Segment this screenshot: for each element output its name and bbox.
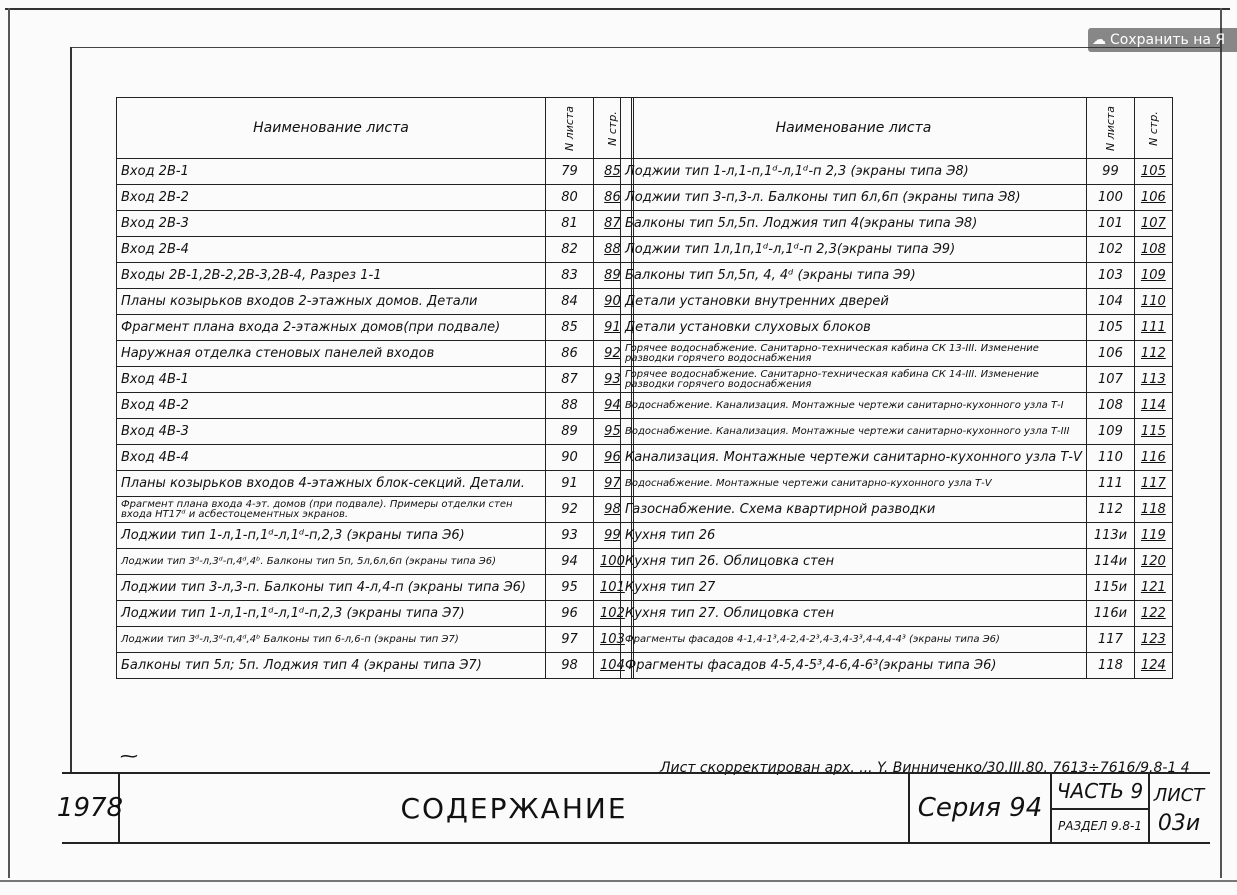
sheet-number-cell: 88: [546, 393, 594, 419]
sheet-number-cell: 89: [546, 419, 594, 445]
table-row: [117, 445, 633, 471]
page-number-cell: 106: [1135, 185, 1173, 211]
contents-table-right: [620, 97, 1173, 679]
sheet-title-cell: Вход 4В-1: [117, 367, 546, 393]
sheet-title-cell: Вход 2В-2: [117, 185, 546, 211]
page-number-cell: 103: [594, 627, 633, 653]
sheet-number-cell: 112: [1086, 497, 1134, 523]
sheet-title-cell: Горячее водоснабжение. Санитарно-техническая кабина СК 13-III. Изменение разводки горячего водоснабжения: [621, 341, 1087, 367]
contents-table-left: [116, 97, 634, 679]
page-number-cell: 108: [1135, 237, 1173, 263]
table-row: [117, 289, 633, 315]
sheet-number-cell: 95: [546, 575, 594, 601]
sheet-number-cell: 83: [546, 263, 594, 289]
page-number-cell: 110: [1135, 289, 1173, 315]
table-row: [117, 211, 633, 237]
page-number-cell: 119: [1135, 523, 1173, 549]
sheet-number-cell: 79: [546, 159, 594, 185]
page-number-cell: 121: [1135, 575, 1173, 601]
sheet-number-cell: 96: [546, 601, 594, 627]
table-row: [117, 315, 633, 341]
page-number-cell: 101: [594, 575, 633, 601]
table-row: [117, 393, 633, 419]
table-row: [621, 211, 1173, 237]
sheet-title-cell: Балконы тип 5л,5п, 4, 4ᵈ (экраны типа Э9): [621, 263, 1087, 289]
sheet-title-cell: Лоджии тип 3ᵈ-л,3ᵈ-п,4ᵈ,4ᵇ. Балконы тип 5п, 5л,6л,6п (экраны типа Э6): [117, 549, 546, 575]
sheet-number-cell: 82: [546, 237, 594, 263]
sheet-number-cell: 102: [1086, 237, 1134, 263]
page-number-cell: 124: [1135, 653, 1173, 679]
part-cell: [1052, 774, 1150, 842]
table-row: [117, 575, 633, 601]
sheet-title-cell: Канализация. Монтажные чертежи санитарно-кухонного узла Т-V: [621, 445, 1087, 471]
sheet-number-cell: 99: [1086, 159, 1134, 185]
page-number-cell: 112: [1135, 341, 1173, 367]
sheet-title-cell: Вход 4В-3: [117, 419, 546, 445]
table-row: [621, 601, 1173, 627]
sheet-number-cell: 114и: [1086, 549, 1134, 575]
table-row: [621, 393, 1173, 419]
sheet-title-cell: Входы 2В-1,2В-2,2В-3,2В-4, Разрез 1-1: [117, 263, 546, 289]
year-cell: 1978: [62, 774, 120, 842]
sheet-number-cell: 109: [1086, 419, 1134, 445]
page-number-cell: 93: [594, 367, 633, 393]
sheet-title-cell: Кухня тип 26: [621, 523, 1087, 549]
sheet-title-cell: Детали установки слуховых блоков: [621, 315, 1087, 341]
page-number-cell: 96: [594, 445, 633, 471]
column-header-name: Наименование листа: [117, 98, 546, 159]
sheet-number-cell: 100: [1086, 185, 1134, 211]
sheet-number-cell: 106: [1086, 341, 1134, 367]
sheet-title-cell: Планы козырьков входов 2-этажных домов. Детали: [117, 289, 546, 315]
table-row: [621, 185, 1173, 211]
page-number-cell: 109: [1135, 263, 1173, 289]
table-row: [621, 315, 1173, 341]
sheet-number-cell: 116и: [1086, 601, 1134, 627]
page-number-cell: 113: [1135, 367, 1173, 393]
table-row: [621, 159, 1173, 185]
page-number-cell: 116: [1135, 445, 1173, 471]
sheet-number-cell: 98: [546, 653, 594, 679]
sheet-title-cell: Лоджии тип 1л,1п,1ᵈ-л,1ᵈ-п 2,3(экраны типа Э9): [621, 237, 1087, 263]
table-row: [117, 549, 633, 575]
sheet-number-cell: 87: [546, 367, 594, 393]
page-number-cell: 99: [594, 523, 633, 549]
sheet-title-cell: Лоджии тип 1-л,1-п,1ᵈ-л,1ᵈ-п 2,3 (экраны типа Э8): [621, 159, 1087, 185]
sheet-number-cell: 118: [1086, 653, 1134, 679]
sheet-title-cell: Вход 2В-1: [117, 159, 546, 185]
cloud-icon: ☁: [1092, 32, 1106, 48]
page-number-cell: 111: [1135, 315, 1173, 341]
table-row: [117, 419, 633, 445]
table-row: [117, 237, 633, 263]
sheet-title-cell: Горячее водоснабжение. Санитарно-техническая кабина СК 14-III. Изменение разводки горячего водоснабжения: [621, 367, 1087, 393]
page-number-cell: 102: [594, 601, 633, 627]
sheet-title-cell: Фрагмент плана входа 2-этажных домов(при подвале): [117, 315, 546, 341]
sheet-number-cell: 93: [546, 523, 594, 549]
drawing-frame-top: [70, 47, 1220, 48]
sheet-number-cell: 104: [1086, 289, 1134, 315]
page-border-bottom: [0, 880, 1237, 882]
table-row: [117, 497, 633, 523]
column-header-sheet-number: N листа: [1086, 98, 1134, 159]
sheet-number-cell: 103: [1086, 263, 1134, 289]
sheet-number-cell: 86: [546, 341, 594, 367]
document-title: СОДЕРЖАНИЕ: [120, 774, 910, 842]
table-row: [621, 575, 1173, 601]
column-header-page-number: N стр.: [1135, 98, 1173, 159]
table-row: [621, 627, 1173, 653]
sheet-title-cell: Вход 2В-4: [117, 237, 546, 263]
sheet-title-cell: Вход 4В-4: [117, 445, 546, 471]
sheet-number-cell: 113и: [1086, 523, 1134, 549]
sheet-title-cell: Планы козырьков входов 4-этажных блок-секций. Детали.: [117, 471, 546, 497]
sheet-title-cell: Фрагменты фасадов 4-1,4-1³,4-2,4-2³,4-3,4-3³,4-4,4-4³ (экраны типа Э6): [621, 627, 1087, 653]
table-row: [621, 471, 1173, 497]
page-number-cell: 115: [1135, 419, 1173, 445]
table-row: [621, 523, 1173, 549]
part-label: ЧАСТЬ 9: [1052, 774, 1148, 810]
table-row: [621, 263, 1173, 289]
page-number-cell: 86: [594, 185, 633, 211]
table-row: [117, 185, 633, 211]
page-number-cell: 94: [594, 393, 633, 419]
pencil-mark-icon: ⁓: [120, 746, 138, 767]
page-number-cell: 98: [594, 497, 633, 523]
table-row: [621, 549, 1173, 575]
sheet-number-cell: 84: [546, 289, 594, 315]
table-row: [621, 237, 1173, 263]
page-number-cell: 97: [594, 471, 633, 497]
sheet-number-cell: 115и: [1086, 575, 1134, 601]
sheet-title-cell: Наружная отделка стеновых панелей входов: [117, 341, 546, 367]
sheet-number: 03и: [1157, 810, 1201, 836]
table-row: [621, 653, 1173, 679]
sheet-title-cell: Водоснабжение. Канализация. Монтажные чертежи санитарно-кухонного узла Т-I: [621, 393, 1087, 419]
page-number-cell: 114: [1135, 393, 1173, 419]
page-number-cell: 92: [594, 341, 633, 367]
table-row: [117, 471, 633, 497]
page-border-left: [8, 8, 10, 878]
table-row: [117, 627, 633, 653]
table-row: [117, 159, 633, 185]
save-to-disk-button[interactable]: [1088, 28, 1237, 52]
sheet-title-cell: Фрагменты фасадов 4-5,4-5³,4-6,4-6³(экраны типа Э6): [621, 653, 1087, 679]
page-number-cell: 104: [594, 653, 633, 679]
sheet-title-cell: Водоснабжение. Монтажные чертежи санитарно-кухонного узла Т-V: [621, 471, 1087, 497]
sheet-title-cell: Кухня тип 27: [621, 575, 1087, 601]
sheet-title-cell: Газоснабжение. Схема квартирной разводки: [621, 497, 1087, 523]
page-border-top: [5, 8, 1230, 10]
drawing-frame-left: [70, 47, 72, 772]
column-header-page-number: N стр.: [594, 98, 633, 159]
page-number-cell: 87: [594, 211, 633, 237]
page-number-cell: 91: [594, 315, 633, 341]
sheet-number-cell: 92: [546, 497, 594, 523]
sheet-number-cell: 111: [1086, 471, 1134, 497]
page-number-cell: 89: [594, 263, 633, 289]
sheet-number-cell: 85: [546, 315, 594, 341]
table-row: [621, 419, 1173, 445]
table-row: [117, 523, 633, 549]
sheet-number-cell: 81: [546, 211, 594, 237]
sheet-title-cell: Лоджии тип 3-л,3-п. Балконы тип 4-л,4-п (экраны типа Э6): [117, 575, 546, 601]
sheet-number-cell: 97: [546, 627, 594, 653]
sheet-title-cell: Фрагмент плана входа 4-эт. домов (при подвале). Примеры отделки стен входа НТ17ᵈ и асбестоцементных экранов.: [117, 497, 546, 523]
sheet-number-cell: 117: [1086, 627, 1134, 653]
page-number-cell: 118: [1135, 497, 1173, 523]
sheet-title-cell: Водоснабжение. Канализация. Монтажные чертежи санитарно-кухонного узла Т-III: [621, 419, 1087, 445]
sheet-title-cell: Балконы тип 5л,5п. Лоджия тип 4(экраны типа Э8): [621, 211, 1087, 237]
sheet-title-cell: Кухня тип 27. Облицовка стен: [621, 601, 1087, 627]
page-number-cell: 120: [1135, 549, 1173, 575]
page-number-cell: 107: [1135, 211, 1173, 237]
sheet-title-cell: Лоджии тип 3-п,3-л. Балконы тип 6л,6п (экраны типа Э8): [621, 185, 1087, 211]
sheet-title-cell: Детали установки внутренних дверей: [621, 289, 1087, 315]
table-row: [621, 497, 1173, 523]
table-row: [621, 341, 1173, 367]
section-label: РАЗДЕЛ 9.8-1: [1058, 819, 1142, 833]
sheet-title-cell: Кухня тип 26. Облицовка стен: [621, 549, 1087, 575]
page-number-cell: 122: [1135, 601, 1173, 627]
table-row: [621, 367, 1173, 393]
column-header-name: Наименование листа: [621, 98, 1087, 159]
column-header-sheet-number: N листа: [546, 98, 594, 159]
page-number-cell: 85: [594, 159, 633, 185]
sheet-number-cell: 80: [546, 185, 594, 211]
page-border-right: [1220, 8, 1222, 878]
table-row: [117, 341, 633, 367]
page-number-cell: 88: [594, 237, 633, 263]
page-number-cell: 95: [594, 419, 633, 445]
sheet-number-cell: 105: [1086, 315, 1134, 341]
sheet-title-cell: Балконы тип 5л; 5п. Лоджия тип 4 (экраны типа Э7): [117, 653, 546, 679]
sheet-number-cell: 110: [1086, 445, 1134, 471]
page-number-cell: 123: [1135, 627, 1173, 653]
page-number-cell: 105: [1135, 159, 1173, 185]
table-row: [621, 289, 1173, 315]
sheet-number-cell: 101: [1086, 211, 1134, 237]
sheet-title-cell: Вход 4В-2: [117, 393, 546, 419]
save-button-label: Сохранить на Я: [1110, 32, 1226, 48]
page-number-cell: 117: [1135, 471, 1173, 497]
sheet-cell: [1150, 774, 1208, 842]
sheet-number-cell: 91: [546, 471, 594, 497]
sheet-title-cell: Лоджии тип 1-л,1-п,1ᵈ-л,1ᵈ-п,2,3 (экраны типа Э7): [117, 601, 546, 627]
table-row: [621, 445, 1173, 471]
table-row: [117, 653, 633, 679]
sheet-title-cell: Лоджии тип 1-л,1-п,1ᵈ-л,1ᵈ-п,2,3 (экраны типа Э6): [117, 523, 546, 549]
sheet-number-cell: 108: [1086, 393, 1134, 419]
sheet-title-cell: Лоджии тип 3ᵈ-л,3ᵈ-п,4ᵈ,4ᵇ Балконы тип 6-л,6-п (экраны тип Э7): [117, 627, 546, 653]
table-row: [117, 263, 633, 289]
sheet-label: ЛИСТ: [1153, 784, 1205, 806]
table-row: [117, 601, 633, 627]
sheet-number-cell: 90: [546, 445, 594, 471]
title-block: [56, 772, 1210, 844]
page-number-cell: 100: [594, 549, 633, 575]
sheet-title-cell: Вход 2В-3: [117, 211, 546, 237]
sheet-number-cell: 107: [1086, 367, 1134, 393]
sheet-number-cell: 94: [546, 549, 594, 575]
table-row: [117, 367, 633, 393]
series-cell: Серия 94: [910, 774, 1052, 842]
page-number-cell: 90: [594, 289, 633, 315]
correction-note: Лист скорректирован арх. ... Y. Винниченко/30.III.80. 7613÷7616/9.8-1 4: [660, 760, 1190, 776]
